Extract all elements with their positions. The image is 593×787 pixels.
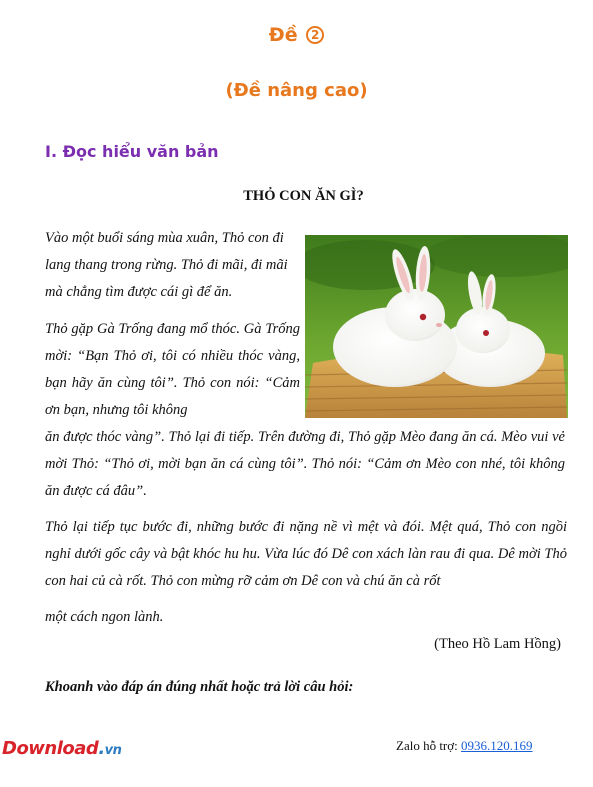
story-paragraph-1: Vào một buổi sáng mùa xuân, Thỏ con đi lang thang trong rừng. Thỏ đi mãi, đi mãi mà chẳng tìm được cái gì để ăn. bbox=[45, 230, 288, 300]
section-heading: I. Đọc hiểu văn bản bbox=[45, 142, 219, 161]
rabbits-photo bbox=[305, 235, 568, 418]
story-paragraph-5: một cách ngon lành. bbox=[45, 609, 164, 625]
logo-main: Download bbox=[2, 738, 99, 759]
exam-title-text: Đề bbox=[268, 24, 298, 46]
question-prompt: Khoanh vào đáp án đúng nhất hoặc trả lời câu hỏi: bbox=[45, 679, 354, 695]
zalo-support bbox=[396, 738, 533, 754]
story-paragraph-2: Thỏ gặp Gà Trống đang mổ thóc. Gà Trống mời: “Bạn Thỏ ơi, tôi có nhiều thóc vàng, bạn hãy ăn cùng tôi”. Thỏ con nói: “Cảm ơn bạn, nhưng tôi không bbox=[45, 321, 300, 418]
exam-subtitle: (Đề nâng cao) bbox=[225, 80, 368, 101]
zalo-label: Zalo hỗ trợ: bbox=[396, 738, 461, 753]
story-paragraph-4: Thỏ lại tiếp tục bước đi, những bước đi nặng nề vì mệt và đói. Mệt quá, Thỏ con ngồi nghỉ dưới gốc cây và bật khóc hu hu. Vừa lúc đó Dê con xách làn rau đi qua. Dê mời Thỏ con hai củ cà rốt. Thỏ con mừng rỡ cảm ơn Dê con và chú ăn cà rốt bbox=[45, 519, 567, 589]
exam-number-circle: 2 bbox=[306, 26, 324, 44]
logo-tld: vn bbox=[104, 743, 122, 758]
story-paragraph-3: ăn được thóc vàng”. Thỏ lại đi tiếp. Trên đường đi, Thỏ gặp Mèo đang ăn cá. Mèo vui vẻ mời Thỏ: “Thỏ ơi, mời bạn ăn cá cùng tôi”. Thỏ nói: “Cảm ơn Mèo con nhé, tôi không ăn được cá đâu”. bbox=[45, 429, 565, 499]
rabbit-illustration bbox=[305, 235, 568, 418]
exam-title bbox=[0, 24, 593, 46]
story-source: (Theo Hồ Lam Hồng) bbox=[434, 636, 561, 652]
logo-dot: . bbox=[98, 738, 105, 759]
story-title: THỎ CON ĂN GÌ? bbox=[243, 188, 364, 204]
zalo-phone-link[interactable]: 0936.120.169 bbox=[461, 738, 533, 753]
download-logo[interactable] bbox=[2, 738, 121, 759]
